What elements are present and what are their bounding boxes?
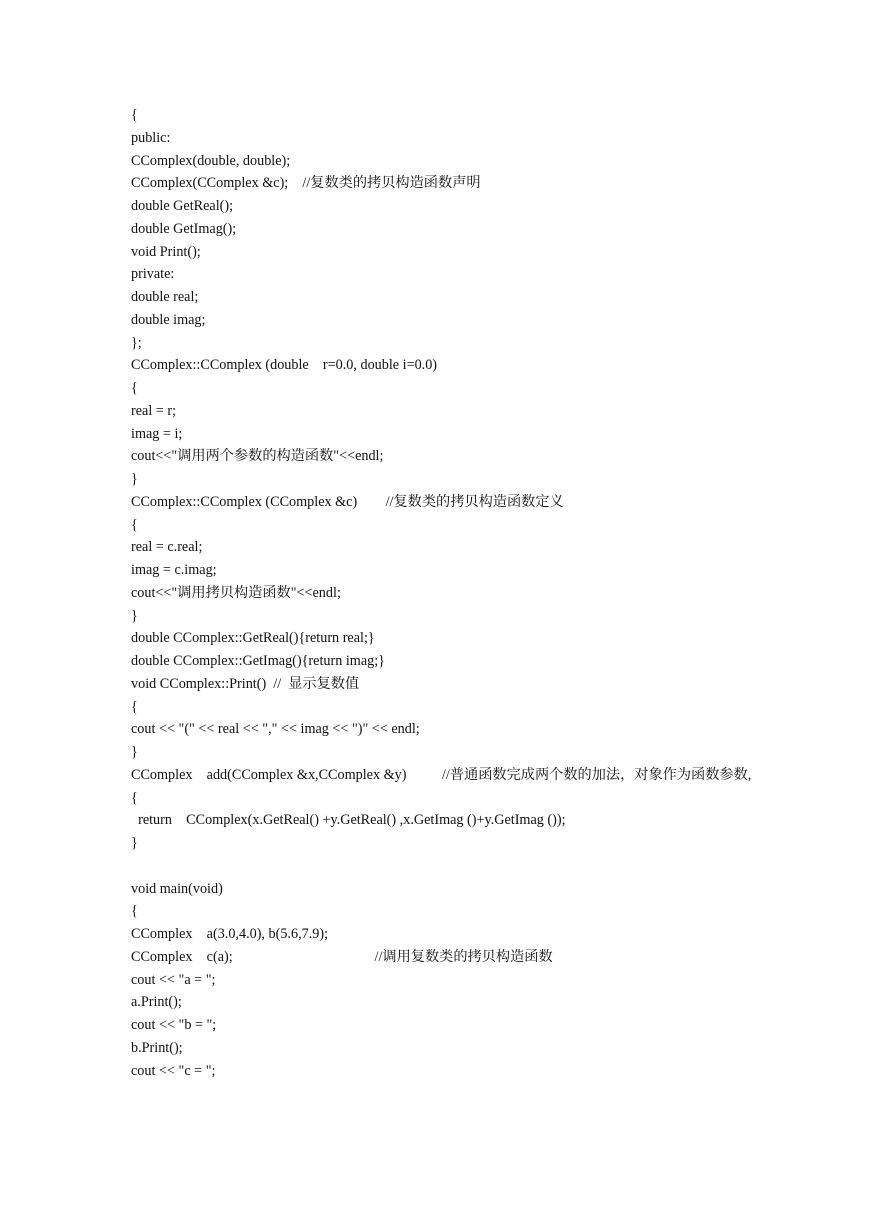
code-line: real = r; (131, 402, 177, 419)
code-line (131, 855, 771, 878)
code-line: cout<<"调用拷贝构造函数"<<endl; (131, 584, 341, 601)
code-line: void main(void) (131, 880, 223, 897)
code-line: cout << "(" << real << "," << imag << ")" << endl; (131, 721, 420, 738)
code-line: real = c.real; (131, 539, 203, 556)
code-line: cout<<"调用两个参数的构造函数"<<endl; (131, 448, 384, 465)
code-line: CComplex c(a); //调用复数类的拷贝构造函数 (131, 948, 553, 965)
code-line: { (131, 789, 138, 806)
code-line: double CComplex::GetImag(){return imag;} (131, 653, 385, 669)
code-line: private: (131, 266, 175, 283)
code-line: void CComplex::Print() // 显示复数值 (131, 675, 360, 692)
code-line: CComplex add(CComplex &x,CComplex &y) //普通函数完成两个数的加法，对象作为函数参数, (131, 766, 752, 783)
code-line: double imag; (131, 311, 206, 328)
code-line: public: (131, 129, 171, 146)
code-line: cout << "c = "; (131, 1062, 216, 1079)
code-line: b.Print(); (131, 1039, 183, 1056)
code-line: { (131, 903, 138, 920)
code-line: } (131, 744, 138, 760)
code-line: }; (131, 334, 142, 351)
code-line: double CComplex::GetReal(){return real;} (131, 630, 375, 647)
code-line: imag = c.imag; (131, 562, 217, 578)
code-line: { (131, 516, 138, 533)
code-line: imag = i; (131, 425, 183, 442)
code-line: return CComplex(x.GetReal() +y.GetReal() ,x.GetImag ()+y.GetImag ()); (131, 812, 566, 829)
code-line: void Print(); (131, 243, 201, 260)
code-line: double GetImag(); (131, 220, 237, 237)
code-line: CComplex a(3.0,4.0), b(5.6,7.9); (131, 926, 329, 942)
code-listing (131, 104, 771, 1082)
code-line: CComplex(double, double); (131, 152, 291, 169)
code-line: CComplex::CComplex (CComplex &c) //复数类的拷贝构造函数定义 (131, 493, 564, 510)
code-line: { (131, 107, 138, 123)
code-line: { (131, 380, 138, 396)
code-line: } (131, 607, 138, 624)
code-line: a.Print(); (131, 994, 182, 1011)
code-line: } (131, 835, 138, 851)
code-line: cout << "a = "; (131, 971, 216, 988)
code-line: double GetReal(); (131, 198, 234, 214)
code-line: CComplex::CComplex (double r=0.0, double i=0.0) (131, 357, 438, 374)
code-line: CComplex(CComplex &c); //复数类的拷贝构造函数声明 (131, 175, 481, 192)
code-line: { (131, 698, 138, 715)
code-line: double real; (131, 289, 199, 305)
code-line: cout << "b = "; (131, 1017, 217, 1033)
code-line: } (131, 471, 138, 487)
